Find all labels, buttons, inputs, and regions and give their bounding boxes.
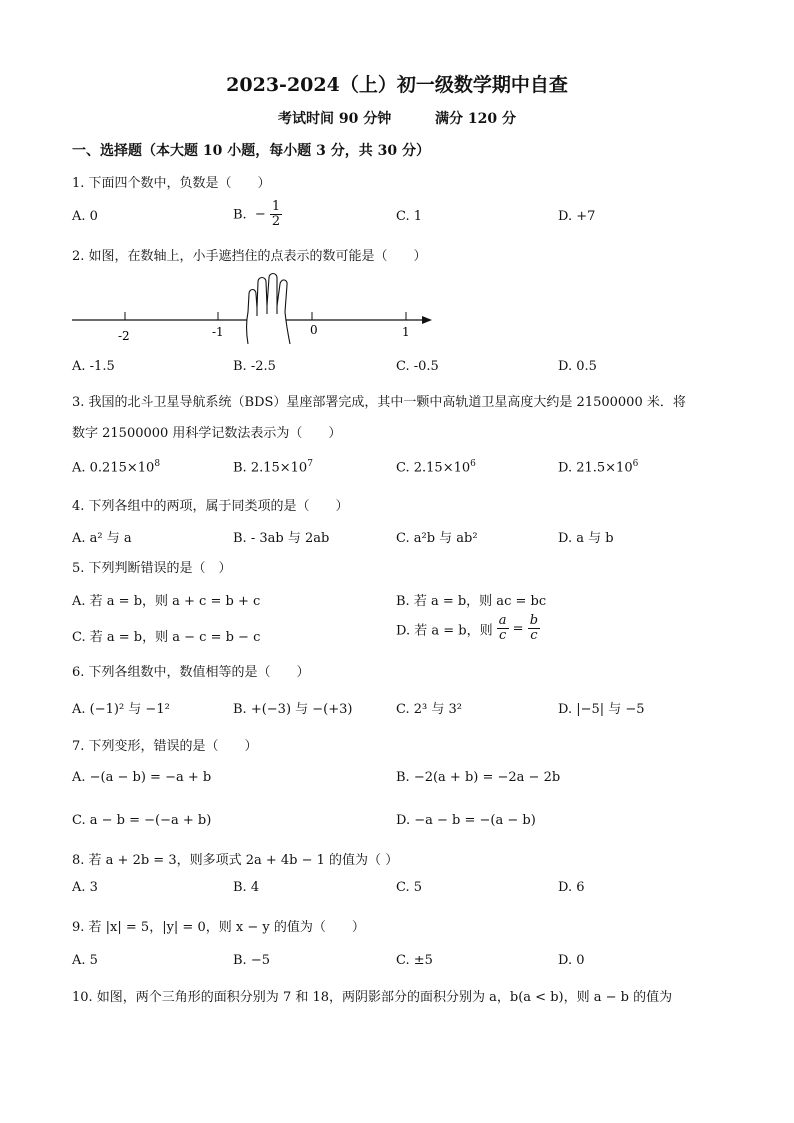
q9-option-a: A. 5 (72, 953, 98, 968)
q2-option-d: D. 0.5 (558, 359, 597, 374)
question-3-stem-line2: 数字 21500000 用科学记数法表示为（ ） (72, 426, 342, 441)
exam-info (0, 108, 794, 128)
label-0: 0 (310, 323, 318, 337)
q2-option-b: B. -2.5 (233, 359, 276, 374)
q8-option-d: D. 6 (558, 880, 585, 895)
question-6-stem: 6. 下列各组数中，数值相等的是（ ） (72, 665, 310, 680)
q7-option-a: A. −(a − b) = −a + b (72, 770, 212, 785)
question-3-stem-line1: 3. 我国的北斗卫星导航系统（BDS）星座部署完成，其中一颗中高轨道卫星高度大约是 21500000 米．将 (72, 395, 686, 410)
q4-option-d: D. a 与 b (558, 531, 614, 546)
q9-option-c: C. ±5 (396, 953, 433, 968)
q3-option-c: C. $2.15\times 10^6$ (396, 459, 476, 476)
q6-option-d: D. |−5| 与 −5 (558, 702, 645, 717)
q2-option-c: C. -0.5 (396, 359, 439, 374)
q8-option-c: C. 5 (396, 880, 423, 895)
q5-option-c: C. 若 a = b，则 a − c = b − c (72, 630, 261, 645)
q2-option-a: A. -1.5 (72, 359, 115, 374)
section-heading: 一、选择题（本大题 10 小题，每小题 3 分，共 30 分） (72, 143, 430, 159)
q1-option-c: C. 1 (396, 209, 423, 224)
q4-option-b: B. - 3ab 与 2ab (233, 531, 330, 546)
page-title: 2023-2024（上）初一级数学期中自查 (226, 74, 568, 96)
q3-option-a: A. $0.215\times 10^8$ (72, 459, 161, 476)
question-5-stem: 5. 下列判断错误的是（ ） (72, 561, 232, 576)
exam-time: 考试时间 90 分钟 (278, 111, 392, 127)
q1-option-b: B. − $\frac{1}{2}$ (233, 199, 281, 230)
question-4-stem: 4. 下列各组中的两项，属于同类项的是（ ） (72, 499, 349, 514)
question-2-stem: 2. 如图，在数轴上，小手遮挡住的点表示的数可能是（ ） (72, 249, 427, 264)
question-10-stem: 10. 如图，两个三角形的面积分别为 7 和 18，两阴影部分的面积分别为 a，b(a < b)，则 a − b 的值为 (72, 990, 673, 1005)
q1-option-d: D. +7 (558, 209, 596, 224)
q9-option-d: D. 0 (558, 953, 585, 968)
q3-option-b: B. $2.15\times 10^7$ (233, 459, 313, 476)
q8-option-a: A. 3 (72, 880, 98, 895)
hand-icon (247, 274, 291, 345)
q7-option-c: C. a − b = −(−a + b) (72, 813, 212, 828)
q9-option-b: B. −5 (233, 953, 270, 968)
label-neg2: -2 (118, 329, 130, 343)
label-neg1: -1 (212, 325, 224, 339)
q5-option-d: D. 若 a = b，则 $\frac{a}{c}$ = $\frac{b}{c}$ (396, 613, 539, 644)
q8-option-b: B. 4 (233, 880, 260, 895)
q4-option-c: C. a²b 与 ab² (396, 531, 478, 546)
question-1-stem: 1. 下面四个数中，负数是（ ） (72, 176, 271, 191)
number-line-figure (70, 272, 440, 352)
q6-option-b: B. +(−3) 与 −(+3) (233, 702, 353, 717)
q6-option-a: A. (−1)² 与 −1² (72, 702, 170, 717)
label-1: 1 (402, 325, 410, 339)
q7-option-b: B. −2(a + b) = −2a − 2b (396, 770, 561, 785)
q5-option-b: B. 若 a = b，则 ac = bc (396, 594, 547, 609)
exam-score: 满分 120 分 (435, 111, 516, 127)
question-7-stem: 7. 下列变形，错误的是（ ） (72, 739, 258, 754)
question-9-stem: 9. 若 |x| = 5，|y| = 0，则 x − y 的值为（ ） (72, 920, 365, 935)
question-8-stem: 8. 若 a + 2b = 3，则多项式 2a + 4b − 1 的值为（ ） (72, 853, 399, 868)
q6-option-c: C. 2³ 与 3² (396, 702, 462, 717)
q3-option-d: D. $21.5\times 10^6$ (558, 459, 639, 476)
axis-arrow (422, 316, 432, 324)
q7-option-d: D. −a − b = −(a − b) (396, 813, 536, 828)
q5-option-a: A. 若 a = b，则 a + c = b + c (72, 594, 261, 609)
q4-option-a: A. a² 与 a (72, 531, 132, 546)
q1-option-a: A. 0 (72, 209, 98, 224)
